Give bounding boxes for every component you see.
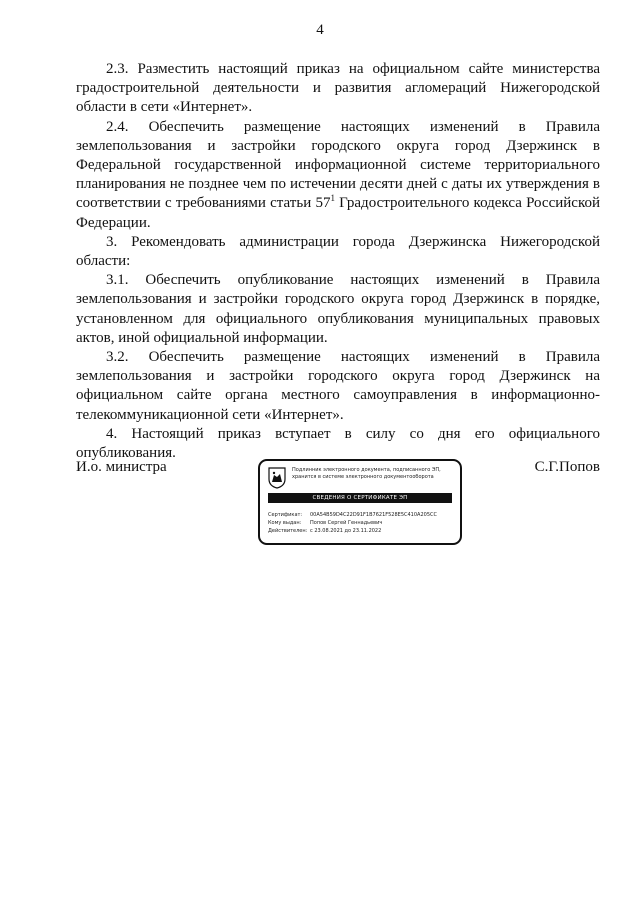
- paragraph-3-2: 3.2. Обеспечить размещение настоящих изменений в Правила землепользования и застройки городского округа город Дзержинск на официальном сайте органа местного самоуправления в информационно-телекоммуникационной сети «Интернет».: [76, 349, 600, 423]
- stamp-header: Подлинник электронного документа, подписанного ЭП, хранится в системе электронного документооборота: [292, 467, 441, 480]
- paragraph-3-1: 3.1. Обеспечить опубликование настоящих изменений в Правила землепользования и застройки городского округа город Дзержинск в порядке, установленном для официального опубликования муниципальных правовых актов, иной официальной информации.: [76, 272, 600, 346]
- coat-of-arms-icon: [268, 467, 286, 489]
- paragraph-2-4-tail: Градостроительного кодекса Российской Федерации.: [76, 195, 601, 231]
- validity-value: с 23.08.2021 до 23.11.2022: [310, 528, 382, 534]
- page-number: 4: [316, 22, 324, 38]
- stamp-title: СВЕДЕНИЯ О СЕРТИФИКАТЕ ЭП: [268, 493, 452, 503]
- article-superscript: 1: [330, 193, 335, 204]
- certificate-value: 00A54B59D4C22D91F1B7621F528E5C410A205CC: [310, 512, 437, 518]
- signer-name: С.Г.Попов: [534, 459, 600, 475]
- paragraph-4: 4. Настоящий приказ вступает в силу со дня его официального опубликования.: [76, 425, 600, 462]
- document-body: [76, 60, 600, 463]
- signature-block: [76, 459, 600, 551]
- certificate-details: [268, 511, 458, 535]
- owner-value: Попов Сергей Геннадьевич: [310, 520, 383, 526]
- paragraph-2-4-text: 2.4. Обеспечить размещение настоящих изменений в Правила землепользования и застройки городского округа город Дзержинск в Федеральной государственной информационной системе территориального планирования не позднее чем по истечении десяти дней с даты их утверждения в соответствии с требованиями статьи 57: [76, 118, 600, 212]
- paragraph-2-3: 2.3. Разместить настоящий приказ на официальном сайте министерства градостроительной деятельности и развития агломераций Нижегородской области в сети «Интернет».: [76, 61, 600, 116]
- signer-position: И.о. министра: [76, 459, 167, 475]
- paragraph-3: 3. Рекомендовать администрации города Дзержинска Нижегородской области:: [76, 233, 600, 270]
- owner-line: [268, 519, 458, 527]
- electronic-signature-stamp: [258, 459, 462, 545]
- certificate-label: Сертификат:: [268, 512, 303, 518]
- owner-label: Кому выдан:: [268, 520, 302, 526]
- paragraph-2-4: [76, 118, 600, 233]
- validity-line: [268, 527, 458, 535]
- certificate-line: [268, 511, 458, 519]
- validity-label: Действителен:: [268, 528, 308, 534]
